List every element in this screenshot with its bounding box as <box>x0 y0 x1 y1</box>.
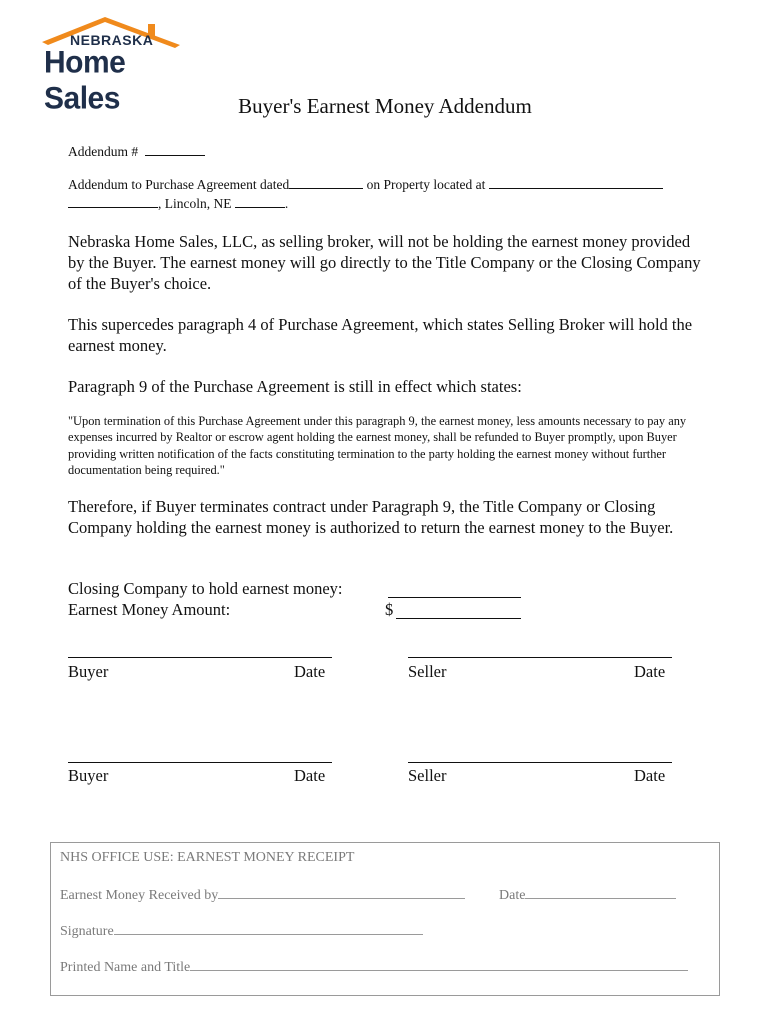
earnest-amount-label: Earnest Money Amount: <box>68 600 231 619</box>
logo-top-text: NEBRASKA <box>70 32 154 48</box>
earnest-amount-field[interactable] <box>396 618 521 619</box>
paragraph-termination: Therefore, if Buyer terminates contract under Paragraph 9, the Title Company or Closing Company holding the earnest money is authorized to return the earnest money to the Buyer. <box>68 497 674 537</box>
agreement-dated-label: Addendum to Purchase Agreement dated <box>68 177 290 192</box>
office-use-heading: NHS OFFICE USE: EARNEST MONEY RECEIPT <box>60 850 355 865</box>
buyer-signature-line-1[interactable] <box>68 657 332 658</box>
zip-field[interactable] <box>235 194 285 208</box>
paragraph-nine-quote: "Upon termination of this Purchase Agreement under this paragraph 9, the earnest money, less amounts necessary to pay any expenses incurred by Realtor or escrow agent holding the earnest money, shall be refunded to Buyer promptly, upon Buyer providing written notification of the facts constituting termination to the party holding the earnest money without further documentation being required." <box>68 414 687 477</box>
city-state-label: , Lincoln, NE <box>158 196 232 211</box>
addendum-number-field[interactable] <box>145 142 205 156</box>
received-by-field[interactable] <box>218 886 465 899</box>
seller-signature-line-1[interactable] <box>408 657 672 658</box>
signature-row <box>60 922 423 940</box>
agreement-date-field[interactable] <box>289 175 363 189</box>
buyer-label-2: Buyer <box>68 766 109 785</box>
addendum-number-row <box>68 142 205 160</box>
printed-name-row <box>60 958 688 976</box>
seller-label-1: Seller <box>408 662 447 681</box>
received-by-label: Earnest Money Received by <box>60 888 219 903</box>
property-location-label: on Property located at <box>366 177 486 192</box>
document-title: Buyer's Earnest Money Addendum <box>238 94 532 118</box>
seller-date-label-2: Date <box>634 766 666 785</box>
signature-label: Signature <box>60 924 114 939</box>
signature-field[interactable] <box>114 922 423 935</box>
paragraph-supercedes: This supercedes paragraph 4 of Purchase Agreement, which states Selling Broker will hold the earnest money. <box>68 315 693 355</box>
property-address-field[interactable] <box>489 175 663 189</box>
printed-name-field[interactable] <box>190 958 688 971</box>
received-by-row <box>60 886 465 904</box>
buyer-label-1: Buyer <box>68 662 109 681</box>
period: . <box>284 196 289 211</box>
seller-label-2: Seller <box>408 766 447 785</box>
paragraph-nine-intro: Paragraph 9 of the Purchase Agreement is still in effect which states: <box>68 377 522 396</box>
company-logo <box>40 14 200 116</box>
seller-signature-line-2[interactable] <box>408 762 672 763</box>
closing-company-label: Closing Company to hold earnest money: <box>68 579 343 598</box>
agreement-line <box>68 175 708 213</box>
dollar-sign: $ <box>385 600 394 619</box>
office-date-field[interactable] <box>525 886 676 899</box>
buyer-date-label-1: Date <box>294 662 326 681</box>
logo-bottom-text: Home Sales <box>44 45 126 116</box>
office-date-label: Date <box>499 888 526 903</box>
buyer-date-label-2: Date <box>294 766 326 785</box>
paragraph-broker-statement: Nebraska Home Sales, LLC, as selling broker, will not be holding the earnest money provided by the Buyer. The earnest money will go directly to the Title Company or the Closing Company of the Buyer's choice. <box>68 232 701 293</box>
buyer-signature-line-2[interactable] <box>68 762 332 763</box>
office-date-row <box>499 886 676 904</box>
addendum-number-label: Addendum # <box>68 144 139 159</box>
office-use-box <box>50 842 720 996</box>
property-address-field-2[interactable] <box>68 194 158 208</box>
seller-date-label-1: Date <box>634 662 666 681</box>
printed-name-label: Printed Name and Title <box>60 960 191 975</box>
closing-company-field[interactable] <box>388 597 521 598</box>
